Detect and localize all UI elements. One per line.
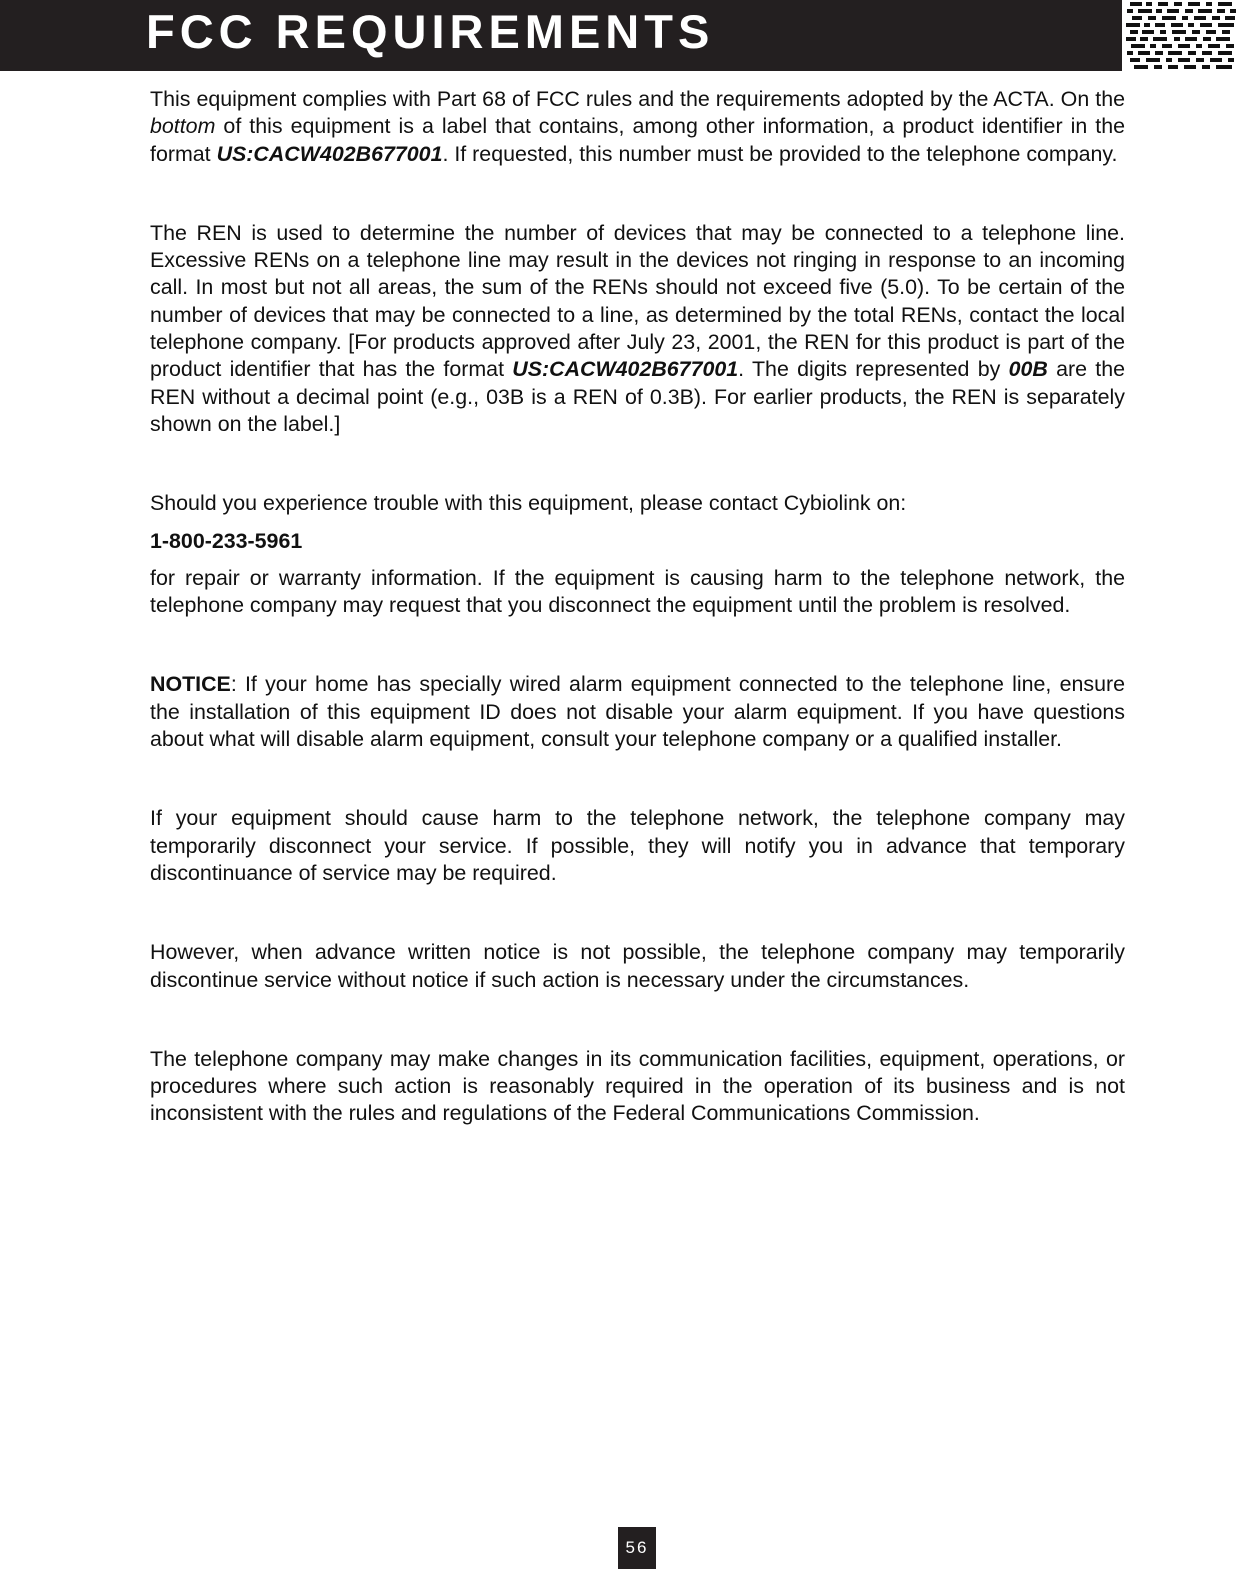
page-number: 56: [618, 1527, 656, 1569]
contact-phone: 1-800-233-5961: [150, 528, 303, 553]
paragraph-compliance: [150, 86, 1125, 168]
text-run: The REN is used to determine the number of devices that may be connected to a telephone line. Excessive RENs on a telephone line may result in the devices not ringing in response to an incoming call. In most but not all areas, the sum of the RENs should not exceed five (5.0). To be certain of the number of devices that may be connected to a line, as determined by the total RENs, contact the local telephone company. [For products approved after July 23, 2001, the REN for this product is part of the product identifier that has the format: [150, 220, 1125, 382]
paragraph-ren: [150, 220, 1125, 438]
ren-code: 00B: [1008, 357, 1048, 382]
paragraph-notice: [150, 671, 1125, 753]
body-text: [150, 86, 1125, 1128]
text-run-italic: bottom: [150, 114, 216, 139]
product-identifier: US:CACW402B677001: [216, 141, 443, 166]
paragraph-changes: The telephone company may make changes in its communication facilities, equipment, operations, or procedures where such action is reasonably required in the operation of its business and is not inconsistent with the rules and regulations of the Federal Communications Commission.: [150, 1046, 1125, 1126]
text-run: are the REN without a decimal point (e.g., 03B is a REN of 0.3B). For earlier products, the REN is separately shown on the label.]: [150, 357, 1125, 436]
paragraph-contact: Should you experience trouble with this equipment, please contact Cybiolink on:: [150, 491, 907, 516]
corner-pattern-icon: [1122, 0, 1240, 71]
text-run: . The digits represented by: [738, 357, 1009, 382]
paragraph-harm: If your equipment should cause harm to the telephone network, the telephone company may temporarily disconnect your service. If possible, they will notify you in advance that temporary discontinuance of service may be required.: [150, 806, 1125, 885]
product-identifier: US:CACW402B677001: [512, 357, 739, 382]
notice-label: NOTICE: [150, 672, 231, 697]
paragraph-repair: for repair or warranty information. If the equipment is causing harm to the telephone network, the telephone company may request that you disconnect the equipment until the problem is resolved.: [150, 565, 1125, 618]
text-run: . If requested, this number must be provided to the telephone company.: [442, 141, 1118, 166]
text-run: : If your home has specially wired alarm equipment connected to the telephone line, ensure the installation of this equipment ID does not disable your alarm equipment. If you have questions about what will disable alarm equipment, consult your telephone company or a qualified installer.: [150, 672, 1125, 752]
text-run: of this equipment is a label that contains, among other information, a product identifier in the format: [150, 114, 1125, 166]
header-bar: [0, 0, 1122, 71]
text-run: This equipment complies with Part 68 of FCC rules and the requirements adopted by the ACTA. On the: [150, 87, 1125, 111]
page-title: FCC REQUIREMENTS: [146, 5, 715, 58]
paragraph-advance-notice: However, when advance written notice is not possible, the telephone company may temporarily discontinue service without notice if such action is necessary under the circumstances.: [150, 940, 1125, 992]
